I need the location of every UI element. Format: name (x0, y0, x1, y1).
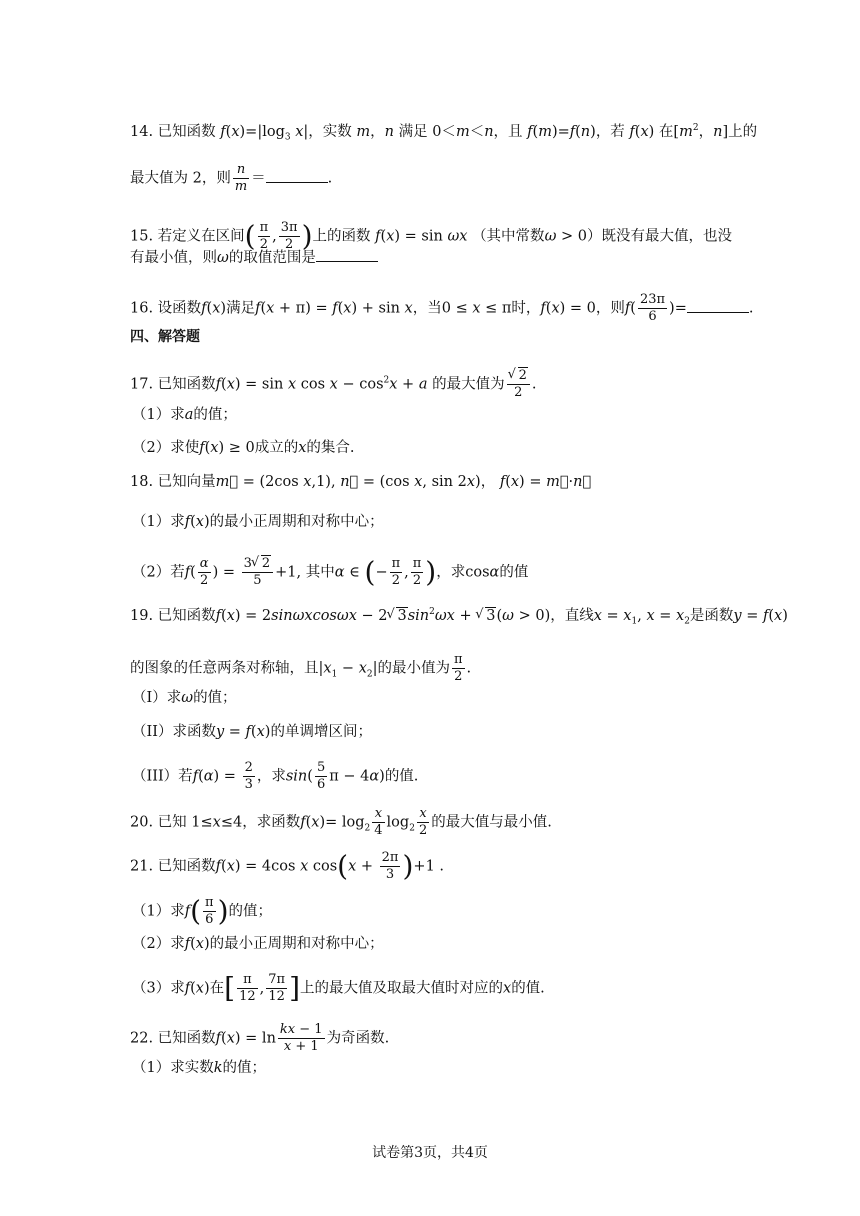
question-18: 18. 已知向量m⃗ = (2cos x,1), n⃗ = (cos x, sin 2x)， f(x) = m⃗·n⃗ (130, 474, 592, 490)
question-21-part-3: （3）求f(x)在[ $\frac{\pi}{12}$ , $\frac{7\pi}{12}$ ]上的最大值及取最大值时对应的x的值. (132, 971, 545, 1005)
question-19-line-2: 的图象的任意两条对称轴，且$|x_1 - x_2|$的最小值为 $\frac{\pi}{2}$ . (130, 652, 472, 684)
question-text: ，且 (493, 123, 528, 140)
question-20: 20. 已知 1≤x≤4，求函数$f(x)= \log_2$ $\frac{x}{4}$ $\log_2$ $\frac{x}{2}$ 的最大值与最小值. (130, 806, 552, 838)
question-text: 已知向量 (157, 474, 216, 490)
question-15: 15. 若定义在区间( $\frac{\pi}{2}$ , $\frac{3\pi}{2}$ )上的函数 f(x) = sin ωx （其中常数ω > 0）既没有最大值，也没 (130, 219, 732, 253)
question-text: 已知 1≤ (157, 814, 213, 831)
question-22-part-1: （1）求实数k的值； (132, 1060, 267, 1076)
question-number: 20. (130, 814, 154, 831)
question-text: 是函数 (689, 607, 734, 624)
question-text: 满足 0＜ (393, 123, 456, 140)
question-number: 18. (130, 474, 154, 490)
question-19-part-3: （III）若f(α) = $\frac{2}{3}$ ，求sin( $\frac{5}{6}$ π − 4α)的值. (132, 760, 419, 792)
question-text: 在[ (654, 123, 680, 140)
question-18-part-1: （1）求f(x)的最小正周期和对称中心； (132, 514, 384, 530)
question-17-part-2: （2）求使f(x) ≥ 0成立的x的集合. (132, 440, 355, 456)
question-text: 已知函数 (157, 858, 216, 875)
question-text: 已知函数 (157, 376, 216, 393)
question-number: 22. (130, 1030, 154, 1047)
question-text: 满足 (226, 300, 256, 317)
question-text: 为奇函数. (326, 1030, 390, 1047)
question-14: 14. 已知函数 $f(x)=|\log_3$ x|，实数 m，n 满足 0＜m＜n，且 f(m)=f(n)，若 f(x) 在[$m^2$，n]上的 (130, 123, 758, 143)
question-text: 已知函数 (157, 607, 216, 624)
question-15-line-2: 有最小值，则ω的取值范围是 (130, 248, 378, 268)
question-19-part-1: （I）求ω的值； (132, 690, 237, 706)
question-17: 17. 已知函数f(x) = sin x $\cos x - \cos^2x + a$ 的最大值为 √ $\frac{2}{2}$ . (130, 368, 536, 401)
question-text: ，直线 (550, 607, 594, 624)
question-text: ，当 (412, 300, 442, 317)
question-19: 19. 已知函数f(x) = 2sinωxcosωx − 2√ $3\sin^2\omega x$ + √ 3(ω > 0)，直线$x = x_1$, $x = x_2$是函数y = f(x) (130, 602, 788, 632)
question-text: 的取值范围是 (228, 250, 316, 266)
question-text: ，若 (595, 123, 630, 140)
question-number: 15. (130, 228, 154, 245)
question-text: 的最大值为 (432, 376, 505, 393)
answer-blank (687, 300, 749, 313)
question-number: 19. (130, 607, 154, 624)
question-text: 最大值为 2，则 (130, 170, 231, 187)
question-21-part-2: （2）求f(x)的最小正周期和对称中心； (132, 936, 384, 952)
question-text: 设函数 (157, 300, 202, 317)
question-text: （其中常数 (472, 228, 545, 245)
question-text: ，实数 (308, 123, 357, 140)
question-number: 16. (130, 300, 154, 317)
question-text: 已知函数 (157, 123, 221, 140)
question-text: ，则 (595, 300, 625, 317)
question-number: 21. (130, 858, 154, 875)
question-18-part-2: （2）若f( $\frac{\alpha}{2}$ ) = $\frac{3√ 2}{5}$ +1, 其中α ∈ (− $\frac{\pi}{2}$ , $\frac{\pi}{2}$ )，求cosα的值 (132, 556, 528, 589)
question-number: 14. (130, 123, 154, 140)
question-number: 17. (130, 376, 154, 393)
question-text: ≤4，求函数 (220, 814, 301, 831)
question-text: 若定义在区间 (157, 228, 245, 245)
question-text: ]上的 (722, 123, 758, 140)
question-text: 有最小值，则 (130, 250, 217, 266)
question-17-part-1: （1）求a的值； (132, 407, 237, 423)
question-text: ）既没有最大值，也没 (586, 228, 732, 245)
question-22: 22. 已知函数f(x) = ln $\frac{kx - 1}{x + 1}$ 为奇函数. (130, 1022, 390, 1054)
question-text: 时， (511, 300, 541, 317)
question-19-part-2: （II）求函数y = f(x)的单调增区间； (132, 724, 372, 740)
question-21-part-1: （1）求f( $\frac{\pi}{6}$ )的值； (132, 894, 273, 928)
answer-blank (266, 170, 328, 183)
answer-blank (316, 249, 378, 262)
question-text: 上的函数 (312, 228, 371, 245)
question-text: 的最大值与最小值. (431, 814, 552, 831)
question-text: 的图象的任意两条对称轴，且 (130, 660, 319, 677)
question-21: 21. 已知函数f(x) = 4cos x cos(x + $\frac{2\pi}{3}$ )+1 . (130, 849, 445, 883)
question-text: 已知函数 (157, 1030, 216, 1047)
question-text: 的最小值为 (377, 660, 450, 677)
page-footer: 试卷第3页，共4页 (372, 1145, 488, 1161)
section-title: 四、解答题 (130, 329, 200, 345)
question-14-line-2: 最大值为 2，则 $\frac{n}{m}$ ＝ . (130, 162, 333, 194)
question-16: 16. 设函数f(x)满足f(x + π) = f(x) + sin x，当0 ≤ x ≤ π时，f(x) = 0，则f( $\frac{23\pi}{6}$ )= . (130, 292, 754, 324)
